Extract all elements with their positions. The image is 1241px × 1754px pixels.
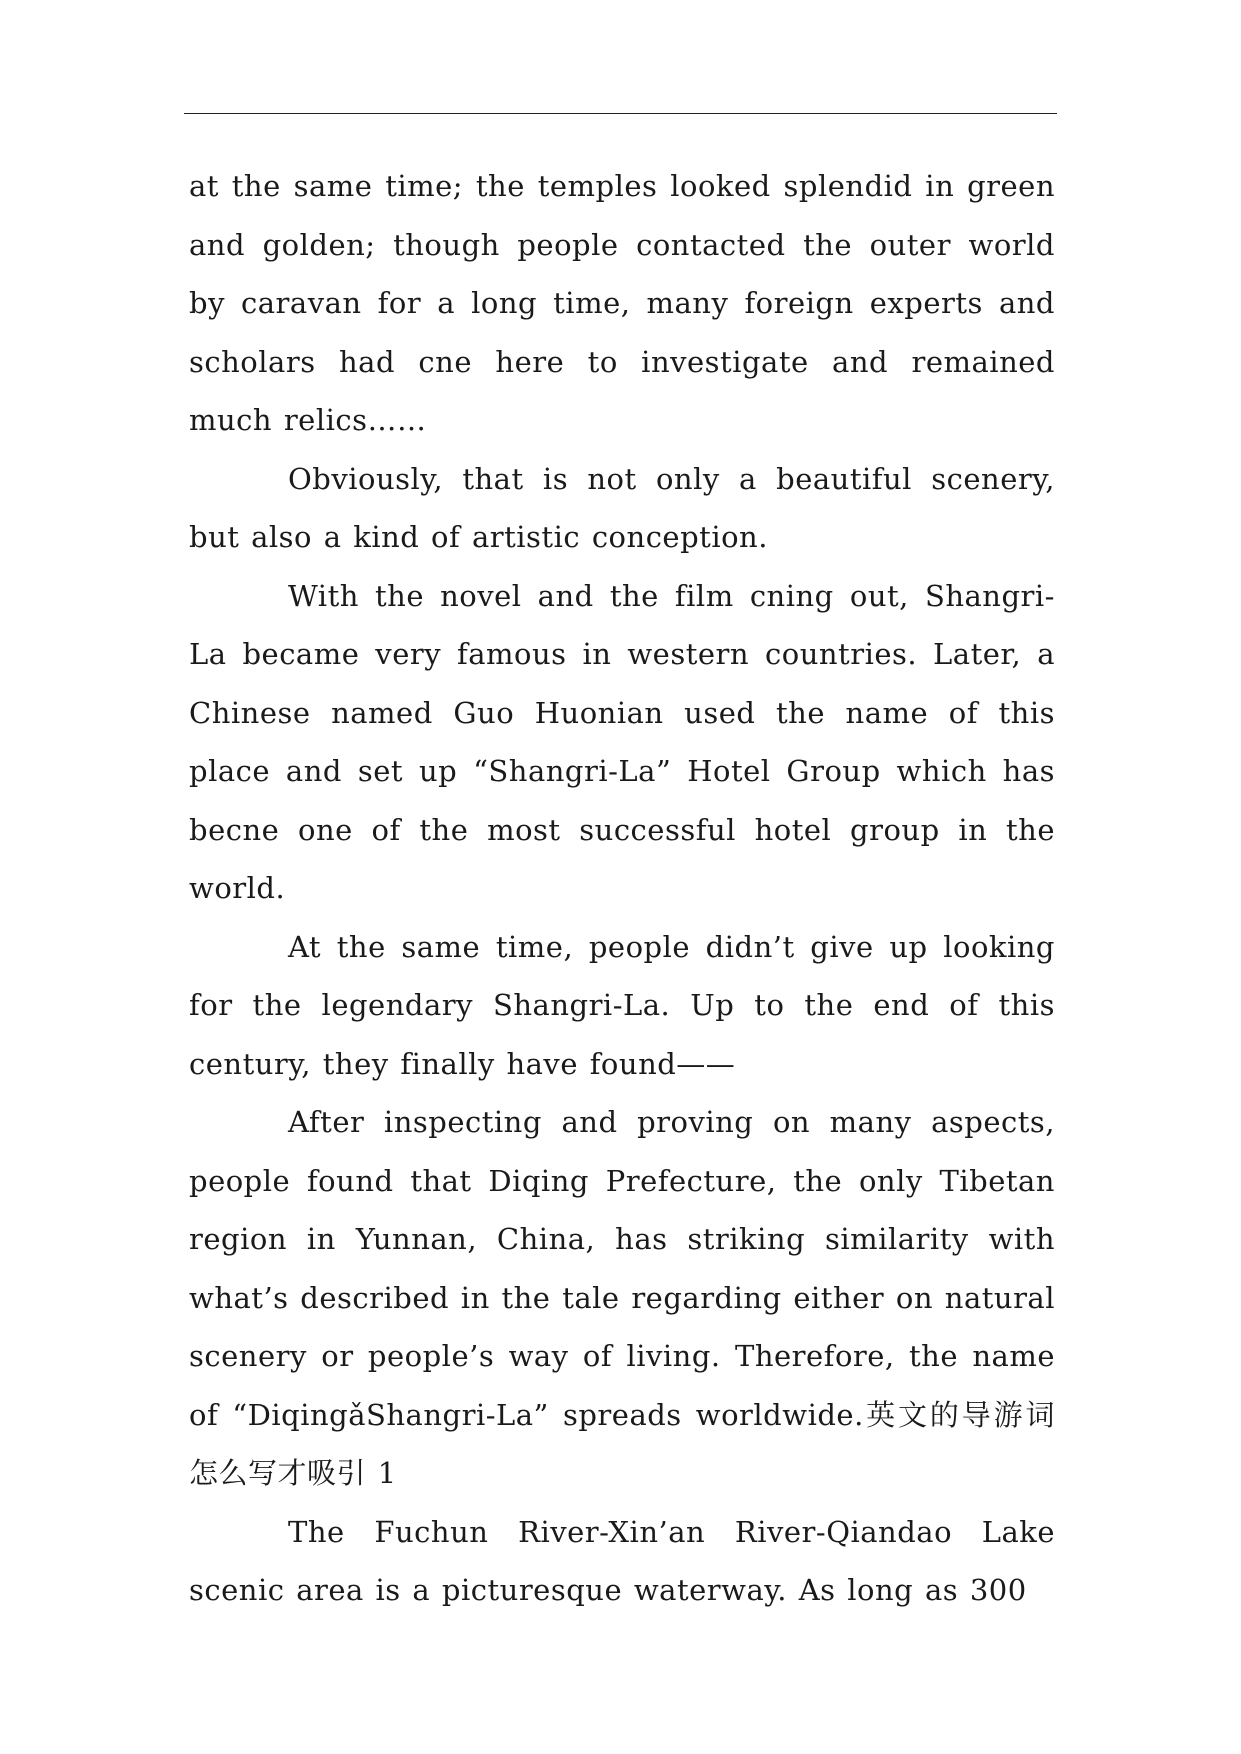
paragraph-5: After inspecting and proving on many aspects, people found that Diqing Prefecture, the only Tibetan region in Yunnan, China, has striking similarity with what’s described in the tale regarding either on natural scenery or people’s way of living. Therefore, the name of “DiqingǎShangri-La” spreads worldwide.英文的导游词怎么写才吸引 1	[189, 1105, 1055, 1490]
document-body	[189, 157, 1055, 1620]
paragraph-4: At the same time, people didn’t give up looking for the legendary Shangri-La. Up to the end of this century, they finally have found——	[189, 929, 1055, 1081]
paragraph-1: at the same time; the temples looked splendid in green and golden; though people contacted the outer world by caravan for a long time, many foreign experts and scholars had cne here to investigate and remained much relics……	[189, 169, 1055, 437]
paragraph-6: The Fuchun River-Xin’an River-Qiandao Lake scenic area is a picturesque waterway. As long as 300	[189, 1514, 1055, 1607]
paragraph-2: Obviously, that is not only a beautiful scenery, but also a kind of artistic conception.	[189, 461, 1055, 554]
header-rule	[184, 113, 1057, 114]
paragraph-3: With the novel and the film cning out, Shangri-La became very famous in western countries. Later, a Chinese named Guo Huonian used the name of this place and set up “Shangri-La” Hotel Group which has becne one of the most successful hotel group in the world.	[189, 578, 1055, 905]
